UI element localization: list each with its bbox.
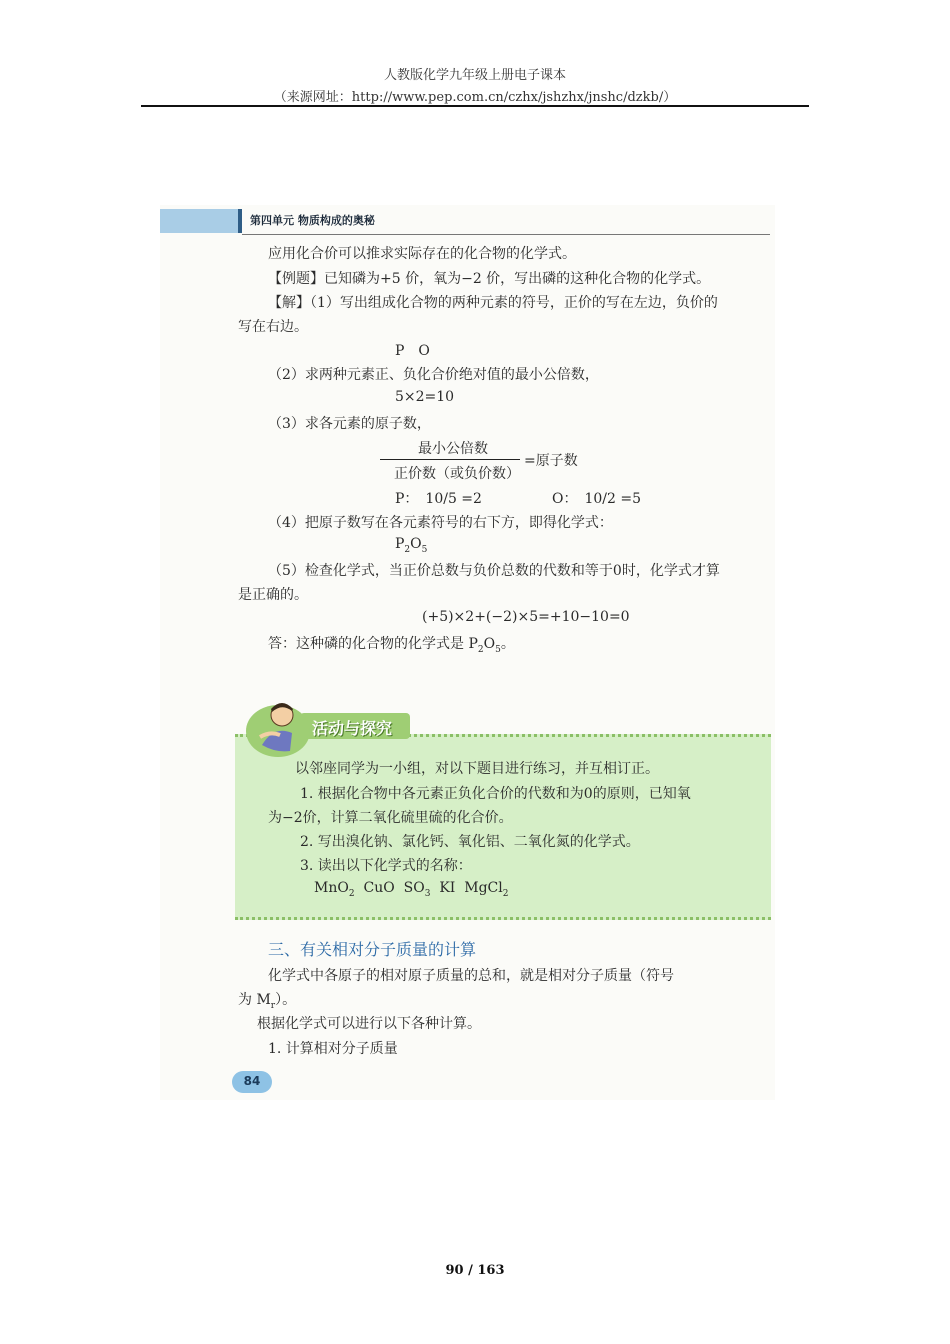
solution-step1-cont: 写在右边。 [238, 319, 308, 335]
fraction-bar [380, 459, 520, 460]
formula-item: $SO_3$ [403, 880, 431, 899]
activity-title: 活动与探究 [312, 719, 393, 738]
unit-color-band [160, 209, 242, 233]
document-title: 人教版化学九年级上册电子课本 [383, 68, 566, 83]
solution-step5: （5）检查化学式，当正价总数与负价总数的代数和等于0时，化学式才算 [268, 563, 720, 579]
intro-text: 应用化合价可以推求实际存在的化合物的化学式。 [268, 246, 576, 262]
section-item-1: 1. 计算相对分子质量 [268, 1041, 398, 1057]
element-symbols: P O [395, 343, 430, 359]
o-atom-count: O： 10/2 =5 [552, 491, 642, 507]
activity-item-2: 2. 写出溴化钠、氯化钙、氧化铝、二氧化氮的化学式。 [300, 834, 640, 850]
formula-item: KI [439, 880, 456, 896]
section-heading: 三、有关相对分子质量的计算 [268, 940, 477, 959]
solution-step2: （2）求两种元素正、负化合价绝对值的最小公倍数， [268, 367, 599, 383]
student-figure-icon [240, 693, 312, 759]
unit-divider-bar [238, 209, 242, 233]
example-text: 【例题】已知磷为+5 价，氧为−2 价，写出磷的这种化合物的化学式。 [268, 271, 711, 287]
lcm-result: 5×2=10 [395, 389, 455, 405]
activity-intro: 以邻座同学为一小组，对以下题目进行练习，并互相订正。 [295, 761, 659, 777]
solution-step3: （3）求各元素的原子数， [268, 416, 431, 432]
check-equation: (+5)×2+(−2)×5=+10−10=0 [422, 609, 630, 625]
formula-item: CuO [363, 880, 395, 896]
activity-item-3: 3. 读出以下化学式的名称： [300, 858, 472, 874]
unit-title: 第四单元 物质构成的奥秘 [250, 214, 375, 227]
formula-p2o5: $P_2O_5$ [395, 536, 428, 555]
formula-item: MnO$_2$ [314, 880, 355, 899]
activity-item-1: 1. 根据化合物中各元素正负化合价的代数和为0的原则，已知氧 [300, 786, 691, 802]
source-url: （来源网址：http://www.pep.com.cn/czhx/jshzhx/jnshc/dzkb/） [273, 90, 677, 105]
fraction-denominator: 正价数（或负价数） [394, 466, 520, 482]
solution-step5-cont: 是正确的。 [238, 587, 308, 603]
section-para-1-cont: 为 $M_r$）。 [238, 992, 297, 1011]
fraction-numerator: 最小公倍数 [418, 441, 488, 457]
solution-step4: （4）把原子数写在各元素符号的右下方，即得化学式： [268, 515, 613, 531]
fraction-result: =原子数 [524, 453, 578, 469]
p-atom-count: P： 10/5 =2 [395, 491, 482, 507]
page-number: 84 [243, 1074, 261, 1088]
activity-item-1-cont: 为−2价，计算二氧化硫里硫的化合价。 [268, 810, 513, 826]
formula-item: MgCl$_2$ [464, 880, 509, 899]
answer-text: 答：这种磷的化合物的化学式是 $P_2O_5$。 [268, 636, 515, 655]
textbook-page-scan [160, 205, 775, 1100]
page-counter: 90 / 163 [445, 1263, 505, 1278]
unit-rule [242, 234, 770, 235]
section-para-2: 根据化学式可以进行以下各种计算。 [257, 1016, 481, 1032]
header-rule [141, 105, 809, 107]
formula-list [314, 880, 508, 899]
solution-step1: 【解】（1）写出组成化合物的两种元素的符号，正价的写在左边，负价的 [268, 295, 718, 311]
section-para-1: 化学式中各原子的相对原子质量的总和，就是相对分子质量（符号 [268, 968, 674, 984]
